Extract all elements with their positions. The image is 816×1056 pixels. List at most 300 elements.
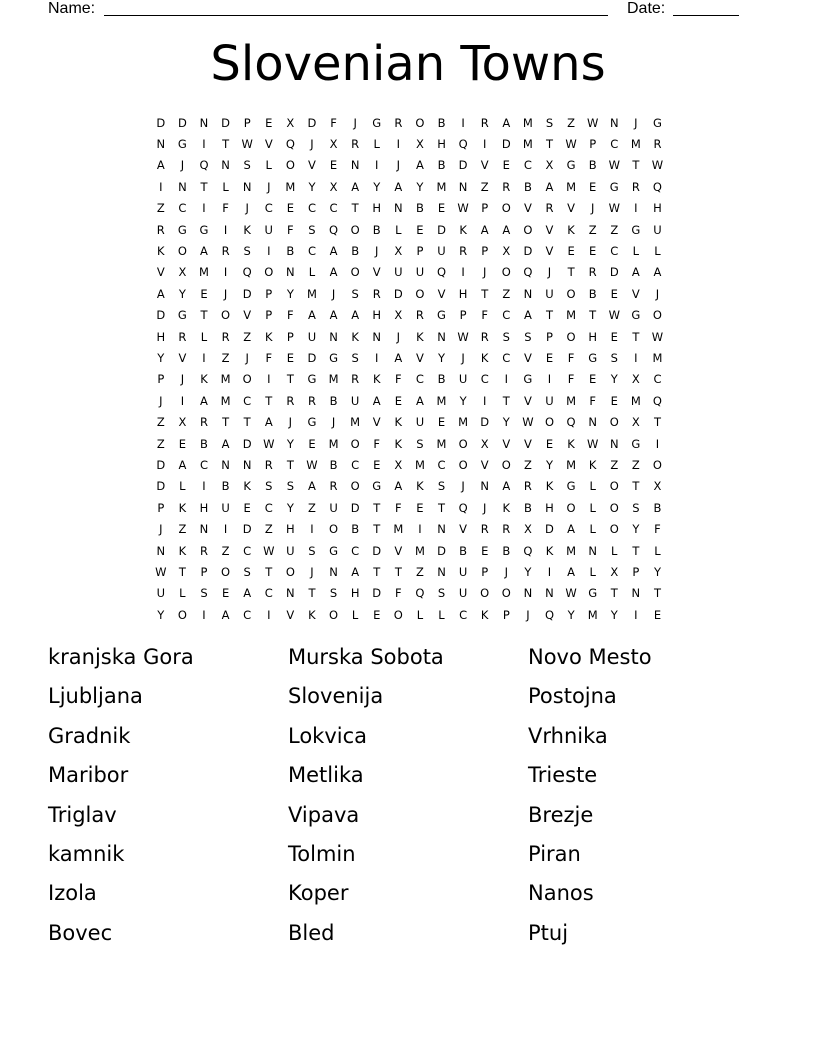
grid-letter[interactable]: J [288, 415, 293, 430]
grid-letter[interactable]: Z [588, 222, 597, 237]
grid-letter[interactable]: K [545, 479, 554, 494]
grid-letter[interactable]: E [243, 500, 251, 515]
grid-letter[interactable]: R [480, 329, 489, 344]
grid-letter[interactable]: I [267, 607, 271, 622]
grid-letter[interactable]: R [372, 286, 381, 301]
grid-letter[interactable]: K [480, 607, 489, 622]
grid-letter[interactable]: U [545, 286, 554, 301]
grid-letter[interactable]: X [394, 244, 403, 259]
grid-letter[interactable]: Y [286, 500, 294, 515]
grid-letter[interactable]: H [545, 500, 554, 515]
grid-letter[interactable]: K [459, 222, 467, 237]
grid-letter[interactable]: Y [286, 286, 294, 301]
grid-letter[interactable]: Q [652, 179, 662, 194]
grid-letter[interactable]: E [373, 457, 381, 472]
grid-letter[interactable]: T [610, 586, 618, 601]
grid-letter[interactable]: E [567, 244, 575, 259]
grid-letter[interactable]: F [395, 500, 402, 515]
grid-letter[interactable]: D [501, 137, 511, 152]
grid-letter[interactable]: C [329, 201, 338, 216]
grid-letter[interactable]: V [308, 158, 316, 173]
grid-letter[interactable]: O [350, 222, 360, 237]
grid-letter[interactable]: T [243, 415, 251, 430]
grid-letter[interactable]: L [308, 265, 316, 280]
grid-letter[interactable]: M [306, 286, 317, 301]
grid-letter[interactable]: L [395, 222, 402, 237]
grid-letter[interactable]: E [610, 329, 618, 344]
grid-letter[interactable]: F [395, 586, 402, 601]
grid-letter[interactable]: A [502, 479, 511, 494]
grid-letter[interactable]: O [609, 500, 619, 515]
grid-letter[interactable]: I [267, 372, 271, 387]
grid-letter[interactable]: L [265, 158, 272, 173]
grid-letter[interactable]: D [156, 479, 166, 494]
grid-letter[interactable]: B [502, 543, 511, 558]
grid-letter[interactable]: G [329, 543, 338, 558]
grid-letter[interactable]: R [264, 457, 273, 472]
grid-letter[interactable]: K [394, 415, 403, 430]
grid-letter[interactable]: Z [523, 457, 532, 472]
grid-letter[interactable]: I [483, 137, 487, 152]
grid-letter[interactable]: X [415, 137, 424, 152]
grid-letter[interactable]: F [287, 222, 294, 237]
grid-letter[interactable]: I [483, 393, 487, 408]
grid-letter[interactable]: O [242, 372, 252, 387]
grid-letter[interactable]: V [178, 350, 187, 365]
grid-letter[interactable]: P [502, 607, 510, 622]
grid-letter[interactable]: S [416, 436, 424, 451]
grid-letter[interactable]: Q [329, 222, 339, 237]
grid-letter[interactable]: R [631, 179, 640, 194]
grid-letter[interactable]: O [544, 415, 555, 430]
grid-letter[interactable]: J [483, 500, 487, 515]
grid-letter[interactable]: B [588, 286, 597, 301]
grid-letter[interactable]: E [610, 286, 618, 301]
grid-letter[interactable]: X [286, 115, 295, 130]
grid-letter[interactable]: E [610, 393, 618, 408]
grid-letter[interactable]: B [200, 436, 208, 451]
grid-letter[interactable]: Q [199, 158, 209, 173]
grid-letter[interactable]: C [178, 201, 187, 216]
grid-letter[interactable]: T [265, 393, 273, 408]
grid-letter[interactable]: I [504, 372, 508, 387]
grid-letter[interactable]: U [286, 543, 295, 558]
grid-letter[interactable]: O [177, 607, 187, 622]
grid-letter[interactable]: B [221, 479, 230, 494]
grid-letter[interactable]: C [243, 393, 252, 408]
grid-letter[interactable]: T [632, 543, 640, 558]
grid-letter[interactable]: J [461, 479, 465, 494]
grid-letter[interactable]: J [483, 265, 487, 280]
grid-letter[interactable]: U [437, 244, 446, 259]
grid-letter[interactable]: Q [436, 265, 447, 280]
grid-letter[interactable]: P [200, 564, 208, 579]
grid-letter[interactable]: S [351, 286, 359, 301]
grid-letter[interactable]: P [481, 201, 489, 216]
grid-letter[interactable]: X [329, 179, 338, 194]
grid-letter[interactable]: O [285, 158, 295, 173]
grid-letter[interactable]: T [545, 137, 553, 152]
grid-letter[interactable]: I [202, 201, 206, 216]
grid-letter[interactable]: Y [373, 179, 381, 194]
grid-letter[interactable]: O [652, 308, 662, 323]
grid-letter[interactable]: D [480, 415, 490, 430]
grid-letter[interactable]: O [329, 607, 339, 622]
grid-letter[interactable]: G [609, 179, 619, 194]
grid-letter[interactable]: G [588, 586, 598, 601]
grid-letter[interactable]: I [396, 137, 401, 152]
grid-letter[interactable]: A [502, 115, 511, 130]
grid-letter[interactable]: K [588, 457, 597, 472]
grid-letter[interactable]: C [437, 457, 446, 472]
grid-letter[interactable]: N [609, 115, 619, 130]
grid-letter[interactable]: G [523, 372, 533, 387]
grid-letter[interactable]: S [243, 244, 251, 259]
grid-letter[interactable]: X [523, 522, 532, 537]
grid-letter[interactable]: N [394, 201, 403, 216]
grid-letter[interactable]: P [416, 244, 424, 259]
grid-letter[interactable]: E [200, 286, 208, 301]
grid-letter[interactable]: W [306, 457, 318, 472]
grid-letter[interactable]: W [263, 543, 275, 558]
grid-letter[interactable]: V [631, 286, 640, 301]
grid-letter[interactable]: A [329, 244, 338, 259]
grid-letter[interactable]: R [329, 479, 338, 494]
grid-letter[interactable]: L [222, 179, 229, 194]
grid-letter[interactable]: Q [523, 265, 533, 280]
grid-letter[interactable]: I [223, 222, 228, 237]
grid-letter[interactable]: V [545, 244, 554, 259]
grid-letter[interactable]: M [285, 179, 296, 194]
grid-letter[interactable]: S [286, 479, 295, 494]
grid-letter[interactable]: E [178, 436, 187, 451]
grid-letter[interactable]: X [329, 137, 338, 152]
grid-letter[interactable]: K [502, 500, 511, 515]
grid-letter[interactable]: X [480, 436, 489, 451]
grid-letter[interactable]: H [458, 286, 468, 301]
grid-letter[interactable]: V [372, 415, 381, 430]
grid-letter[interactable]: J [267, 179, 271, 194]
grid-letter[interactable]: M [414, 457, 425, 472]
grid-letter[interactable]: Z [631, 457, 640, 472]
grid-letter[interactable]: Z [221, 543, 230, 558]
grid-letter[interactable]: C [264, 201, 273, 216]
grid-letter[interactable]: E [481, 543, 489, 558]
grid-letter[interactable]: I [461, 115, 465, 130]
grid-letter[interactable]: P [157, 372, 165, 387]
grid-letter[interactable]: W [565, 586, 577, 601]
grid-letter[interactable]: L [654, 543, 661, 558]
grid-letter[interactable]: U [458, 564, 468, 579]
grid-letter[interactable]: U [350, 393, 360, 408]
grid-letter[interactable]: Y [610, 372, 618, 387]
grid-letter[interactable]: J [180, 158, 185, 173]
grid-letter[interactable]: F [373, 436, 381, 451]
grid-letter[interactable]: G [177, 137, 187, 152]
grid-letter[interactable]: I [310, 522, 314, 537]
grid-letter[interactable]: Z [156, 436, 165, 451]
grid-letter[interactable]: S [610, 350, 618, 365]
grid-letter[interactable]: Y [524, 564, 532, 579]
grid-letter[interactable]: Q [544, 607, 555, 622]
grid-letter[interactable]: T [373, 564, 381, 579]
grid-letter[interactable]: J [634, 115, 638, 130]
grid-letter[interactable]: N [523, 286, 533, 301]
grid-letter[interactable]: L [351, 607, 359, 622]
grid-letter[interactable]: R [221, 329, 230, 344]
grid-letter[interactable]: M [199, 265, 209, 280]
grid-letter[interactable]: D [372, 586, 382, 601]
grid-letter[interactable]: L [438, 607, 445, 622]
grid-letter[interactable]: E [286, 201, 294, 216]
grid-letter[interactable]: B [415, 201, 424, 216]
grid-letter[interactable]: D [156, 308, 166, 323]
grid-letter[interactable]: H [350, 586, 360, 601]
grid-letter[interactable]: N [372, 329, 382, 344]
grid-letter[interactable]: H [653, 201, 662, 216]
grid-letter[interactable]: I [547, 372, 552, 387]
grid-letter[interactable]: A [394, 179, 403, 194]
grid-letter[interactable]: K [178, 500, 187, 515]
grid-letter[interactable]: K [264, 329, 273, 344]
grid-letter[interactable]: I [375, 350, 379, 365]
grid-letter[interactable]: G [631, 222, 641, 237]
grid-letter[interactable]: J [180, 372, 185, 387]
grid-letter[interactable]: P [157, 500, 165, 515]
grid-letter[interactable]: A [415, 393, 424, 408]
grid-letter[interactable]: M [328, 372, 339, 387]
grid-letter[interactable]: V [523, 201, 532, 216]
grid-letter[interactable]: O [566, 329, 576, 344]
grid-letter[interactable]: L [589, 522, 596, 537]
grid-letter[interactable]: T [222, 415, 230, 430]
grid-letter[interactable]: E [308, 436, 316, 451]
grid-letter[interactable]: N [199, 522, 209, 537]
grid-letter[interactable]: V [394, 543, 403, 558]
grid-letter[interactable]: R [221, 244, 230, 259]
grid-letter[interactable]: M [350, 415, 361, 430]
grid-letter[interactable]: A [243, 586, 252, 601]
grid-letter[interactable]: J [396, 158, 401, 173]
grid-letter[interactable]: E [329, 158, 338, 173]
grid-letter[interactable]: M [436, 436, 447, 451]
grid-letter[interactable]: S [200, 586, 208, 601]
grid-letter[interactable]: E [437, 201, 446, 216]
grid-letter[interactable]: B [437, 158, 446, 173]
grid-letter[interactable]: A [200, 244, 208, 259]
grid-letter[interactable]: R [653, 137, 662, 152]
grid-letter[interactable]: Y [610, 607, 618, 622]
grid-letter[interactable]: Y [178, 286, 186, 301]
grid-letter[interactable]: H [372, 201, 382, 216]
grid-letter[interactable]: G [177, 308, 187, 323]
grid-letter[interactable]: Z [221, 350, 230, 365]
grid-letter[interactable]: W [457, 329, 469, 344]
grid-letter[interactable]: U [415, 415, 425, 430]
grid-letter[interactable]: J [159, 393, 163, 408]
grid-letter[interactable]: C [523, 158, 532, 173]
grid-letter[interactable]: E [502, 158, 510, 173]
grid-letter[interactable]: C [351, 543, 360, 558]
grid-letter[interactable]: W [241, 137, 253, 152]
grid-letter[interactable]: L [589, 500, 596, 515]
grid-letter[interactable]: H [286, 522, 295, 537]
grid-letter[interactable]: A [351, 179, 360, 194]
grid-letter[interactable]: W [457, 201, 469, 216]
grid-letter[interactable]: Z [480, 179, 489, 194]
grid-letter[interactable]: V [480, 457, 489, 472]
grid-letter[interactable]: S [329, 586, 338, 601]
grid-letter[interactable]: N [588, 415, 597, 430]
grid-letter[interactable]: B [329, 393, 338, 408]
grid-letter[interactable]: C [415, 372, 424, 387]
grid-letter[interactable]: O [285, 564, 295, 579]
grid-letter[interactable]: J [159, 522, 163, 537]
grid-letter[interactable]: Q [285, 137, 295, 152]
grid-letter[interactable]: A [329, 308, 338, 323]
grid-letter[interactable]: C [307, 244, 316, 259]
grid-letter[interactable]: L [589, 564, 596, 579]
grid-letter[interactable]: R [502, 522, 511, 537]
grid-letter[interactable]: T [200, 308, 208, 323]
grid-letter[interactable]: O [177, 244, 187, 259]
grid-letter[interactable]: X [178, 415, 187, 430]
grid-letter[interactable]: E [653, 607, 662, 622]
grid-letter[interactable]: J [310, 564, 314, 579]
grid-letter[interactable]: C [502, 308, 511, 323]
grid-letter[interactable]: O [415, 286, 425, 301]
grid-letter[interactable]: D [523, 244, 533, 259]
grid-letter[interactable]: V [523, 436, 532, 451]
grid-letter[interactable]: F [265, 350, 273, 365]
grid-letter[interactable]: U [156, 586, 165, 601]
grid-letter[interactable]: W [522, 415, 534, 430]
grid-letter[interactable]: M [393, 522, 404, 537]
grid-letter[interactable]: M [566, 308, 577, 323]
grid-letter[interactable]: O [501, 457, 511, 472]
grid-letter[interactable]: Y [653, 564, 661, 579]
grid-letter[interactable]: A [653, 265, 662, 280]
grid-letter[interactable]: X [610, 564, 619, 579]
grid-letter[interactable]: Z [243, 329, 252, 344]
grid-letter[interactable]: M [630, 137, 641, 152]
grid-letter[interactable]: S [308, 222, 316, 237]
grid-letter[interactable]: C [653, 372, 662, 387]
grid-letter[interactable]: O [329, 522, 339, 537]
grid-letter[interactable]: N [588, 543, 597, 558]
grid-letter[interactable]: A [394, 350, 403, 365]
grid-letter[interactable]: Y [459, 393, 467, 408]
grid-letter[interactable]: F [287, 308, 294, 323]
grid-letter[interactable]: R [480, 522, 489, 537]
grid-letter[interactable]: U [221, 500, 230, 515]
grid-letter[interactable]: A [631, 265, 640, 280]
grid-letter[interactable]: P [546, 329, 553, 344]
grid-letter[interactable]: D [350, 500, 360, 515]
grid-letter[interactable]: C [351, 457, 360, 472]
grid-letter[interactable]: Y [438, 350, 446, 365]
grid-letter[interactable]: U [394, 265, 403, 280]
grid-letter[interactable]: R [588, 265, 597, 280]
grid-letter[interactable]: T [286, 457, 294, 472]
grid-letter[interactable]: W [651, 329, 664, 344]
grid-letter[interactable]: W [263, 436, 275, 451]
grid-letter[interactable]: R [523, 479, 532, 494]
grid-letter[interactable]: D [242, 436, 252, 451]
grid-letter[interactable]: L [611, 543, 618, 558]
grid-letter[interactable]: T [265, 564, 273, 579]
grid-letter[interactable]: T [632, 479, 640, 494]
grid-letter[interactable]: M [328, 436, 339, 451]
grid-letter[interactable]: N [199, 115, 209, 130]
grid-letter[interactable]: M [566, 543, 577, 558]
grid-letter[interactable]: Z [156, 415, 165, 430]
grid-letter[interactable]: W [651, 158, 664, 173]
grid-letter[interactable]: T [351, 201, 359, 216]
grid-letter[interactable]: G [588, 350, 598, 365]
grid-letter[interactable]: Y [157, 350, 165, 365]
grid-letter[interactable]: K [567, 436, 575, 451]
grid-letter[interactable]: K [567, 222, 575, 237]
grid-letter[interactable]: M [652, 350, 663, 365]
grid-letter[interactable]: A [156, 286, 165, 301]
grid-letter[interactable]: A [221, 607, 230, 622]
grid-letter[interactable]: E [373, 607, 381, 622]
grid-letter[interactable]: X [545, 158, 554, 173]
grid-letter[interactable]: U [264, 222, 273, 237]
grid-letter[interactable]: G [437, 308, 446, 323]
grid-letter[interactable]: G [631, 308, 641, 323]
grid-letter[interactable]: R [307, 393, 316, 408]
grid-letter[interactable]: N [523, 586, 533, 601]
grid-letter[interactable]: W [608, 158, 620, 173]
grid-letter[interactable]: Z [178, 522, 187, 537]
grid-letter[interactable]: D [458, 158, 468, 173]
grid-letter[interactable]: Y [157, 607, 165, 622]
grid-letter[interactable]: M [566, 393, 577, 408]
grid-letter[interactable]: D [307, 350, 317, 365]
grid-letter[interactable]: S [437, 586, 446, 601]
grid-letter[interactable]: N [545, 586, 554, 601]
grid-letter[interactable]: P [632, 564, 640, 579]
grid-letter[interactable]: N [156, 137, 166, 152]
name-blank-line[interactable] [104, 15, 608, 16]
grid-letter[interactable]: N [329, 564, 338, 579]
grid-letter[interactable]: Q [415, 586, 425, 601]
grid-letter[interactable]: O [415, 115, 425, 130]
grid-letter[interactable]: X [178, 265, 187, 280]
grid-letter[interactable]: B [351, 522, 360, 537]
grid-letter[interactable]: T [438, 500, 446, 515]
grid-letter[interactable]: A [351, 564, 360, 579]
grid-letter[interactable]: T [308, 586, 316, 601]
grid-letter[interactable]: I [634, 350, 638, 365]
grid-letter[interactable]: O [350, 265, 360, 280]
grid-letter[interactable]: L [179, 586, 186, 601]
grid-letter[interactable]: S [545, 115, 554, 130]
grid-letter[interactable]: A [502, 222, 511, 237]
grid-letter[interactable]: O [501, 201, 511, 216]
grid-letter[interactable]: F [222, 201, 229, 216]
grid-letter[interactable]: I [634, 201, 638, 216]
grid-letter[interactable]: V [437, 286, 446, 301]
grid-letter[interactable]: O [523, 222, 533, 237]
grid-letter[interactable]: U [415, 265, 425, 280]
grid-letter[interactable]: N [242, 457, 252, 472]
grid-letter[interactable]: U [458, 372, 468, 387]
grid-letter[interactable]: G [372, 479, 382, 494]
grid-letter[interactable]: S [351, 350, 359, 365]
